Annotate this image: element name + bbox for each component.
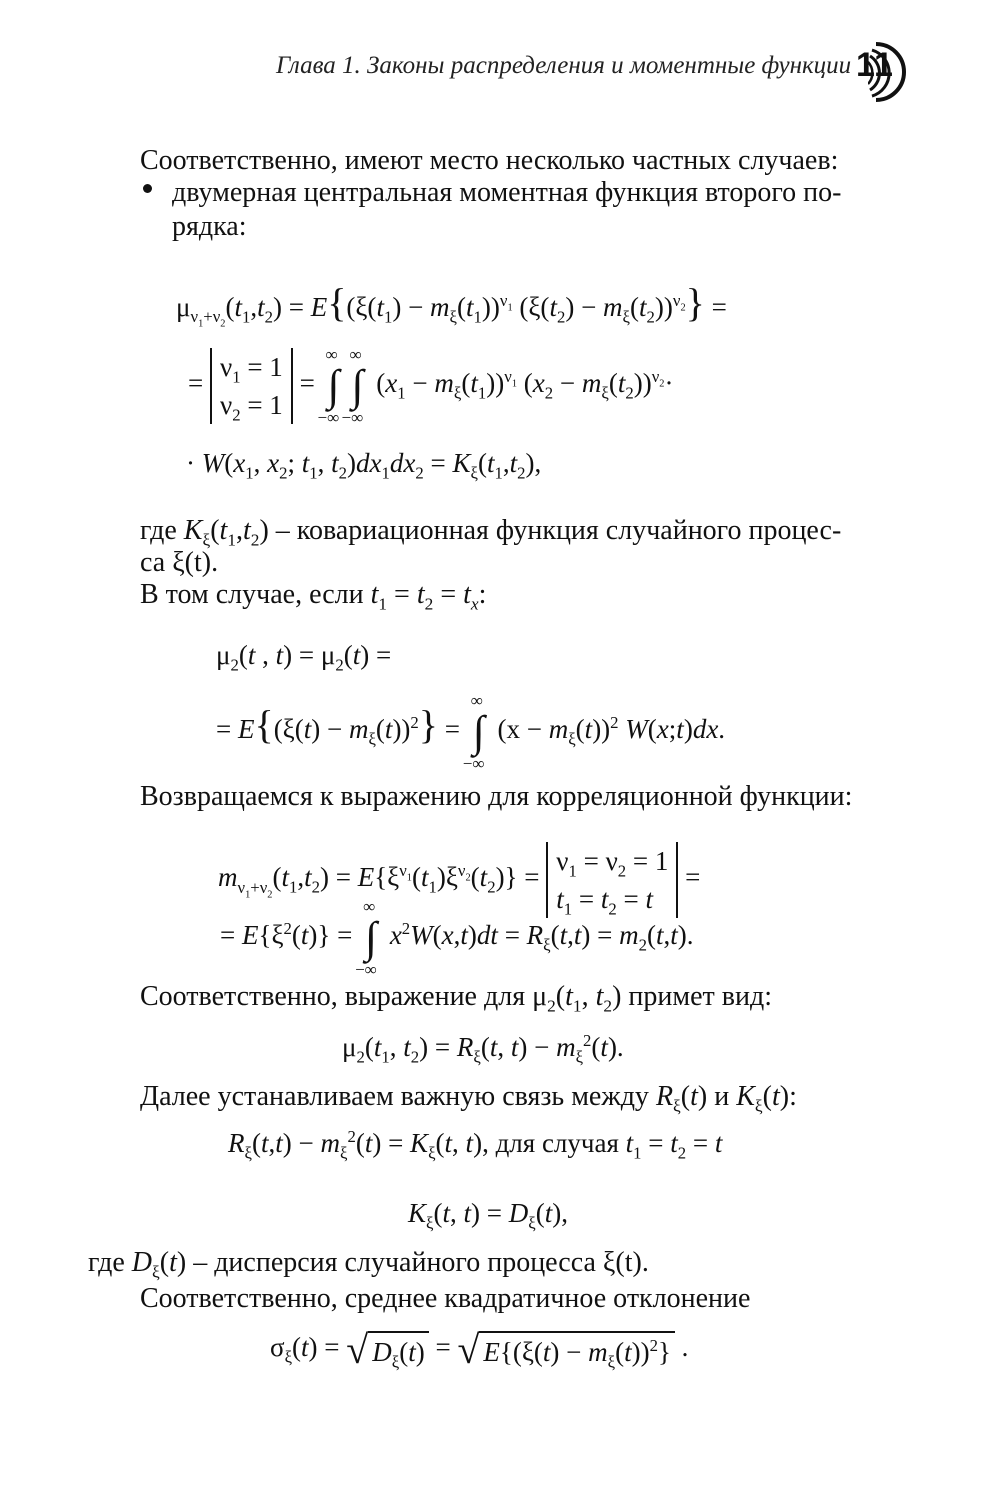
accordingly-mu2-text: Соответственно, выражение для $\mu_2(t_1$, $t_2$) примет вид: <box>140 981 772 1016</box>
formula-r-minus-m-equals-k: $R_\xi(t,t) - m_\xi^2(t) = K_\xi(t$, t), для случая $t_1 = t_2 = t$ <box>228 1127 723 1163</box>
integral-sign: ∫ ∞ −∞ <box>317 345 340 427</box>
determinant-conditions: $\nu_1 = \nu_2 = 1$ $t_1 = t_2 = t$ <box>546 842 678 918</box>
where-k-line-2: са ξ(t). <box>140 547 219 578</box>
return-to-correlation-text: Возвращаемся к выражению для корреляционной функции: <box>140 781 853 812</box>
sqrt-d: √ $D_\xi(t)$ <box>346 1330 428 1369</box>
further-relation-text: Далее устанавливаем важную связь между $R_\xi(t)$ и $K_\xi(t)$: <box>140 1081 797 1116</box>
formula-central-moment-line-1: $\mu_{\nu_1+\nu_2}(t_1,t_2) = E\{(\xi(t_1) - m_\xi(t_1))^{\nu_1}$ $(\xi(t_2) - m_\xi(t_2))^{\nu_2}$} = <box>176 280 727 330</box>
formula-mu2-line-1: $\mu_2(t$ , $t) = \mu_2(t)$ = <box>216 640 392 675</box>
intro-text: Соответственно, имеют место несколько частных случаев: <box>140 145 839 176</box>
page-badge-icon <box>868 40 916 104</box>
case-t1-t2-line: В том случае, если $t_1 = t_2 = t_x$: <box>140 579 487 614</box>
formula-sigma: $\sigma_\xi(t)$ = √ $D_\xi(t)$ = √ $E\{(\xi(t) - m_\xi(t))^2\}$ . <box>270 1327 689 1373</box>
formula-mu2-line-2: = $E\{(\xi(t) - m_\xi(t))^2\}$ = ∫ ∞ −∞ $(x - m_\xi(t))^2$ W(x;t)dx. <box>216 690 726 773</box>
integral-sign: ∫ ∞ −∞ <box>341 345 364 427</box>
integral-sign: ∫ ∞ −∞ <box>462 690 485 773</box>
page-number: 11 <box>856 46 894 84</box>
sqrt-e: √ $E\{(\xi(t) - m_\xi(t))^2\}$ <box>457 1330 674 1369</box>
bullet-line-2: рядка: <box>172 211 247 242</box>
chapter-header: Глава 1. Законы распределения и моментные функции <box>276 52 852 79</box>
formula-k-equals-d: $K_\xi(t$, $t) = D_\xi(t)$, <box>408 1198 568 1233</box>
bullet-line-1: двумерная центральная моментная функция второго по- <box>172 177 842 208</box>
determinant-nu: $\nu_1 = 1$ $\nu_2 = 1$ <box>210 348 293 424</box>
where-k-line-1: где $K_\xi(t_1,t_2)$ – ковариационная функция случайного процес- <box>140 515 842 550</box>
sigma-intro-text: Соответственно, среднее квадратичное отклонение <box>140 1283 751 1314</box>
formula-mu2-r-minus-m: $\mu_2(t_1$, $t_2) = R_\xi(t$, $t) - m_\xi^2(t)$. <box>342 1031 624 1067</box>
formula-central-moment-line-3: · $W(x_1$, $x_2$; $t_1$, $t_2)dx_1dx_2 = K_\xi(t_1,t_2)$, <box>186 448 542 483</box>
formula-correlation-line-1: $m_{\nu_1+\nu_2}(t_1,t_2) = E\{\xi^{\nu_1}(t_1)\xi^{\nu_2}(t_2)\} = \nu_1 = \nu_2 = 1$ $t_1 = t_2 = t$ = <box>218 842 700 918</box>
formula-correlation-line-2: = $E\{\xi^2(t)\}$ = ∫ ∞ −∞ $x^2W(x,t)dt = R_\xi(t,t) = m_2(t,t)$. <box>220 897 694 979</box>
where-d-text: где $D_\xi(t)$ – дисперсия случайного процесса ξ(t). <box>88 1247 649 1282</box>
integral-sign: ∫ ∞ −∞ <box>355 897 378 979</box>
formula-central-moment-line-2: = $\nu_1 = 1$ $\nu_2 = 1$ = ∫ ∞ −∞ ∫ ∞ −∞ $(x_1 - m_\xi(t_1))^{\nu_1}$ $(x_2 - m_\xi(t_2))^{\nu_2}\cdot$ <box>188 345 674 427</box>
bullet-marker <box>143 184 152 193</box>
